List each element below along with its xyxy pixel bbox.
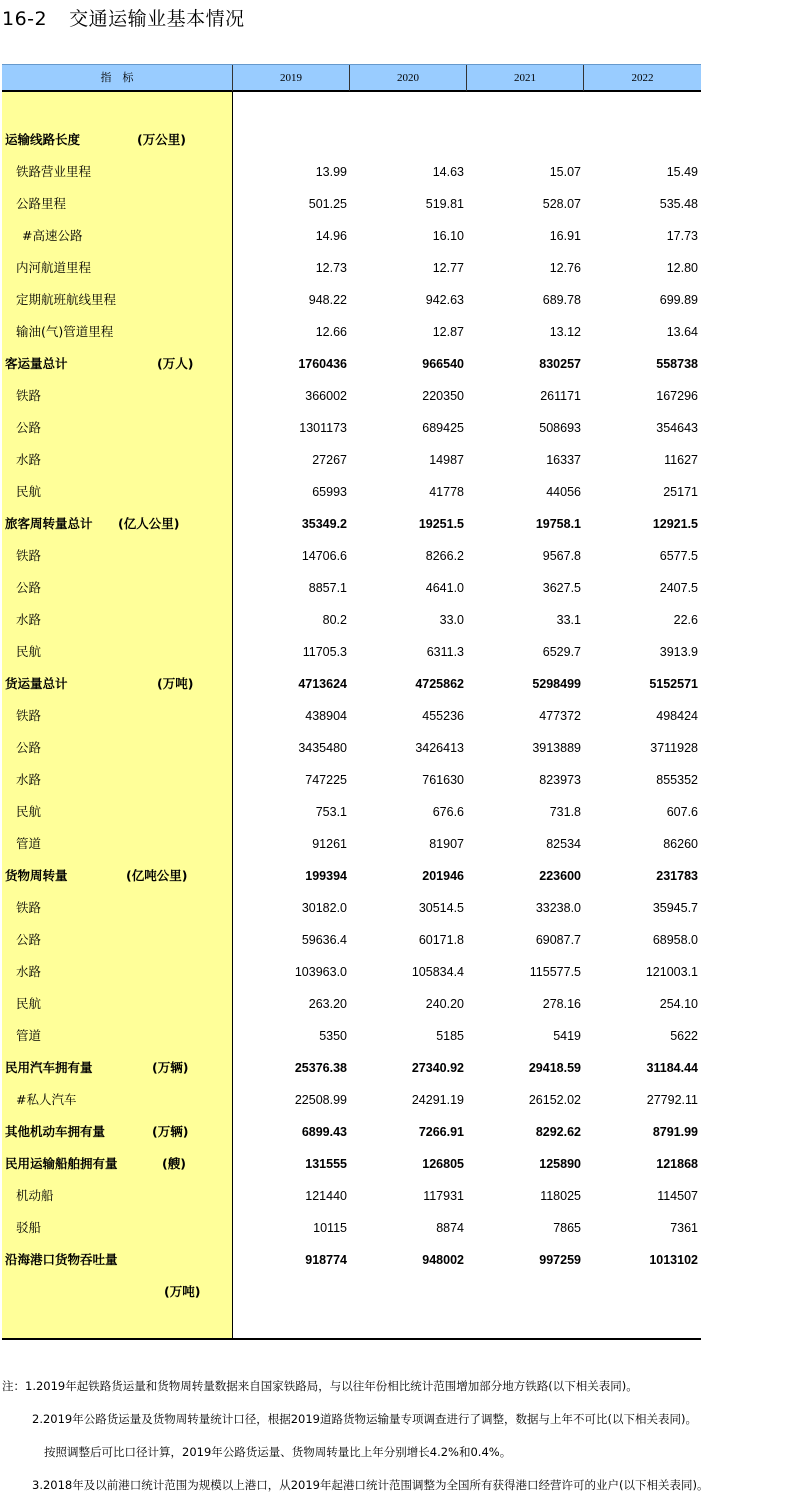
row-label: 铁路 xyxy=(16,388,42,403)
row-label: 公路 xyxy=(16,932,42,947)
cell-value: 3627.5 xyxy=(542,581,581,595)
cell-value: 366002 xyxy=(305,389,347,403)
cell-value: 535.48 xyxy=(659,197,698,211)
table-row xyxy=(2,1084,701,1116)
cell-value: 82534 xyxy=(546,837,581,851)
row-label: 管道 xyxy=(16,1028,42,1043)
table-row xyxy=(2,284,701,316)
cell-value: 8874 xyxy=(436,1221,464,1235)
cell-value xyxy=(588,124,698,156)
table-row xyxy=(2,1052,701,1084)
row-label: 定期航班航线里程 xyxy=(16,292,117,307)
row-label: 民用汽车拥有量 xyxy=(5,1060,93,1075)
cell-value: 118025 xyxy=(540,1189,581,1203)
cell-value: 125890 xyxy=(539,1157,581,1171)
table-row xyxy=(2,348,701,380)
table-header xyxy=(2,64,701,92)
cell-value: 240.20 xyxy=(425,997,464,1011)
cell-value: 263.20 xyxy=(308,997,347,1011)
cell-value: 80.2 xyxy=(322,613,347,627)
table-row xyxy=(2,860,701,892)
table-row xyxy=(2,796,701,828)
cell-value: 6899.43 xyxy=(301,1125,347,1139)
cell-value: 11627 xyxy=(664,453,698,467)
cell-value: 13.12 xyxy=(549,325,581,339)
row-label: 铁路 xyxy=(16,548,42,563)
cell-value: 81907 xyxy=(429,837,464,851)
cell-value: 167296 xyxy=(656,389,698,403)
cell-value: 5622 xyxy=(670,1029,698,1043)
row-label: 机动船 xyxy=(16,1188,54,1203)
cell-value: 3711928 xyxy=(650,741,698,755)
cell-value: 5298499 xyxy=(532,677,581,691)
cell-value: 126805 xyxy=(422,1157,464,1171)
cell-value: 6529.7 xyxy=(542,645,581,659)
row-unit: (艘) xyxy=(162,1156,186,1171)
cell-value xyxy=(354,124,464,156)
table-row xyxy=(2,1116,701,1148)
table-row xyxy=(2,316,701,348)
cell-value: 121868 xyxy=(656,1157,698,1171)
cell-value xyxy=(354,1276,464,1308)
cell-value: 278.16 xyxy=(542,997,581,1011)
cell-value: 689425 xyxy=(422,421,464,435)
cell-value: 918774 xyxy=(305,1253,347,1267)
cell-value: 19758.1 xyxy=(535,517,581,531)
cell-value: 6577.5 xyxy=(659,549,698,563)
cell-value: 1301173 xyxy=(299,421,347,435)
cell-value: 830257 xyxy=(539,357,581,371)
cell-value: 33.1 xyxy=(556,613,581,627)
cell-value: 30182.0 xyxy=(301,901,347,915)
cell-value: 22.6 xyxy=(673,613,698,627)
header-year: 2019 xyxy=(280,72,302,84)
cell-value: 8857.1 xyxy=(308,581,347,595)
table-title: 交通运输业基本情况 xyxy=(69,8,245,30)
row-label: 公路 xyxy=(16,740,42,755)
cell-value: 438904 xyxy=(305,709,347,723)
cell-value: 1013102 xyxy=(649,1253,698,1267)
cell-value: 8791.99 xyxy=(652,1125,698,1139)
cell-value: 29418.59 xyxy=(528,1061,581,1075)
cell-value: 86260 xyxy=(663,837,698,851)
table-row xyxy=(2,1276,701,1308)
cell-value: 115577.5 xyxy=(529,965,581,979)
cell-value: 17.73 xyxy=(666,229,698,243)
cell-value: 69087.7 xyxy=(535,933,581,947)
row-label: 铁路 xyxy=(16,900,42,915)
cell-value: 12.87 xyxy=(432,325,464,339)
table-number: 16-2 xyxy=(2,8,48,30)
cell-value: 699.89 xyxy=(659,293,698,307)
cell-value: 14.96 xyxy=(315,229,347,243)
row-label: 民航 xyxy=(16,484,42,499)
cell-value: 14987 xyxy=(429,453,464,467)
cell-value: 26152.02 xyxy=(528,1093,581,1107)
cell-value: 223600 xyxy=(539,869,581,883)
cell-value: 4713624 xyxy=(298,677,347,691)
cell-value: 65993 xyxy=(312,485,347,499)
table-row xyxy=(2,924,701,956)
cell-value: 27340.92 xyxy=(411,1061,464,1075)
cell-value xyxy=(588,1276,698,1308)
row-label: 公路 xyxy=(16,420,42,435)
row-label: 管道 xyxy=(16,836,42,851)
cell-value: 25171 xyxy=(663,485,698,499)
cell-value: 7361 xyxy=(670,1221,698,1235)
row-label: 水路 xyxy=(16,452,42,467)
cell-value: 231783 xyxy=(656,869,698,883)
footnote: 2.2019年公路货运量及货物周转量统计口径，根据2019道路货物运输量专项调查进行了调整，数据与上年不可比(以下相关表同)。 xyxy=(32,1412,697,1426)
cell-value: 8266.2 xyxy=(425,549,464,563)
cell-value: 199394 xyxy=(305,869,347,883)
row-label: 水路 xyxy=(16,964,42,979)
cell-value: 855352 xyxy=(656,773,698,787)
cell-value: 117931 xyxy=(423,1189,464,1203)
cell-value: 24291.19 xyxy=(411,1093,464,1107)
table-row xyxy=(2,1020,701,1052)
cell-value: 501.25 xyxy=(308,197,347,211)
cell-value: 15.07 xyxy=(549,165,581,179)
row-label: 沿海港口货物吞吐量 xyxy=(5,1252,118,1267)
cell-value: 519.81 xyxy=(425,197,464,211)
cell-value: 731.8 xyxy=(549,805,581,819)
cell-value: 14.63 xyxy=(432,165,464,179)
cell-value: 508693 xyxy=(539,421,581,435)
cell-value: 753.1 xyxy=(315,805,347,819)
table-row xyxy=(2,252,701,284)
cell-value: 14706.6 xyxy=(301,549,347,563)
cell-value: 948.22 xyxy=(308,293,347,307)
cell-value: 676.6 xyxy=(432,805,464,819)
cell-value: 30514.5 xyxy=(418,901,464,915)
row-label: 货运量总计 xyxy=(5,676,68,691)
row-label: 公路 xyxy=(16,580,42,595)
row-label: #高速公路 xyxy=(22,228,83,243)
cell-value: 498424 xyxy=(656,709,698,723)
header-year: 2021 xyxy=(514,72,536,84)
table-row xyxy=(2,412,701,444)
cell-value: 19251.5 xyxy=(418,517,464,531)
cell-value: 5350 xyxy=(319,1029,347,1043)
cell-value: 558738 xyxy=(656,357,698,371)
table-row xyxy=(2,604,701,636)
table-row xyxy=(2,1212,701,1244)
cell-value: 6311.3 xyxy=(426,645,464,659)
cell-value: 16.10 xyxy=(432,229,464,243)
row-label: 水路 xyxy=(16,612,42,627)
cell-value: 354643 xyxy=(656,421,698,435)
footnote: 按照调整后可比口径计算，2019年公路货运量、货物周转量比上年分别增长4.2%和0.4%。 xyxy=(44,1445,512,1459)
cell-value: 254.10 xyxy=(659,997,698,1011)
row-label: 其他机动车拥有量 xyxy=(5,1124,106,1139)
cell-value: 60171.8 xyxy=(418,933,464,947)
row-label: 货物周转量 xyxy=(5,868,68,883)
cell-value xyxy=(237,1276,347,1308)
cell-value: 2407.5 xyxy=(659,581,698,595)
cell-value: 12.80 xyxy=(666,261,698,275)
cell-value: 12.66 xyxy=(315,325,347,339)
cell-value: 68958.0 xyxy=(652,933,698,947)
cell-value: 201946 xyxy=(422,869,464,883)
table-bottom-border xyxy=(2,1338,701,1340)
cell-value: 16.91 xyxy=(549,229,581,243)
table-row xyxy=(2,988,701,1020)
table-row xyxy=(2,1148,701,1180)
table-row xyxy=(2,828,701,860)
row-label: 驳船 xyxy=(16,1220,42,1235)
row-label: 运输线路长度 xyxy=(5,132,81,147)
table-row xyxy=(2,124,701,156)
table-row xyxy=(2,540,701,572)
table-row xyxy=(2,956,701,988)
row-label: 内河航道里程 xyxy=(16,260,92,275)
cell-value: 3426413 xyxy=(415,741,464,755)
data-table xyxy=(2,64,701,1340)
cell-value: 103963.0 xyxy=(294,965,347,979)
table-row xyxy=(2,668,701,700)
cell-value: 12.77 xyxy=(432,261,464,275)
cell-value: 997259 xyxy=(539,1253,581,1267)
table-row xyxy=(2,508,701,540)
cell-value: 31184.44 xyxy=(646,1061,698,1075)
header-year: 2022 xyxy=(631,72,654,84)
table-row xyxy=(2,732,701,764)
cell-value: 44056 xyxy=(546,485,581,499)
header-indicator: 指 标 xyxy=(100,72,134,84)
cell-value: 4725862 xyxy=(415,677,464,691)
cell-value: 105834.4 xyxy=(411,965,464,979)
cell-value: 13.64 xyxy=(666,325,698,339)
cell-value: 91261 xyxy=(312,837,347,851)
cell-value: 15.49 xyxy=(666,165,698,179)
cell-value: 35945.7 xyxy=(652,901,698,915)
cell-value: 131555 xyxy=(305,1157,347,1171)
cell-value xyxy=(237,124,347,156)
footnote: 注：1.2019年起铁路货运量和货物周转量数据来自国家铁路局，与以往年份相比统计范围增加部分地方铁路(以下相关表同)。 xyxy=(2,1379,638,1393)
cell-value: 3913889 xyxy=(532,741,581,755)
cell-value: 3913.9 xyxy=(659,645,698,659)
row-unit: (万人) xyxy=(157,356,194,371)
row-unit: (万吨) xyxy=(157,676,194,691)
table-row xyxy=(2,444,701,476)
row-label: 铁路营业里程 xyxy=(16,164,92,179)
table-row xyxy=(2,156,701,188)
cell-value: 5185 xyxy=(436,1029,464,1043)
table-row xyxy=(2,1180,701,1212)
cell-value: 59636.4 xyxy=(301,933,347,947)
footnote: 3.2018年及以前港口统计范围为规模以上港口，从2019年起港口统计范围调整为全国所有获得港口经营许可的业户(以下相关表同)。 xyxy=(32,1478,709,1492)
cell-value: 35349.2 xyxy=(301,517,347,531)
row-label: 水路 xyxy=(16,772,42,787)
cell-value: 13.99 xyxy=(315,165,347,179)
table-row xyxy=(2,572,701,604)
cell-value: 477372 xyxy=(539,709,581,723)
cell-value: 41778 xyxy=(429,485,464,499)
cell-value: 823973 xyxy=(539,773,581,787)
row-label: 铁路 xyxy=(16,708,42,723)
table-row xyxy=(2,476,701,508)
table-row xyxy=(2,220,701,252)
row-label: 民航 xyxy=(16,804,42,819)
table-row xyxy=(2,380,701,412)
row-label: 客运量总计 xyxy=(5,356,68,371)
cell-value: 12.73 xyxy=(315,261,347,275)
cell-value: 121440 xyxy=(305,1189,347,1203)
row-label: 民航 xyxy=(16,996,42,1011)
cell-value: 455236 xyxy=(422,709,464,723)
cell-value: 4641.0 xyxy=(425,581,464,595)
row-unit: (万公里) xyxy=(137,132,186,147)
cell-value xyxy=(471,1276,581,1308)
table-row xyxy=(2,764,701,796)
cell-value: 5152571 xyxy=(649,677,698,691)
cell-value: 9567.8 xyxy=(542,549,581,563)
cell-value: 607.6 xyxy=(666,805,698,819)
cell-value: 5419 xyxy=(553,1029,581,1043)
cell-value: 10115 xyxy=(313,1221,347,1235)
cell-value: 689.78 xyxy=(542,293,581,307)
row-label: 公路里程 xyxy=(16,196,67,211)
cell-value: 761630 xyxy=(422,773,464,787)
row-label: #私人汽车 xyxy=(16,1092,77,1107)
row-label: 民用运输船舶拥有量 xyxy=(5,1156,118,1171)
cell-value: 27792.11 xyxy=(646,1093,698,1107)
cell-value: 948002 xyxy=(422,1253,464,1267)
cell-value: 966540 xyxy=(422,357,464,371)
cell-value: 121003.1 xyxy=(645,965,698,979)
cell-value: 27267 xyxy=(312,453,347,467)
cell-value: 12921.5 xyxy=(652,517,698,531)
row-label: 民航 xyxy=(16,644,42,659)
cell-value: 220350 xyxy=(422,389,464,403)
cell-value: 8292.62 xyxy=(535,1125,581,1139)
cell-value: 22508.99 xyxy=(294,1093,347,1107)
table-row xyxy=(2,700,701,732)
cell-value: 261171 xyxy=(540,389,581,403)
cell-value: 747225 xyxy=(305,773,347,787)
cell-value: 7266.91 xyxy=(418,1125,464,1139)
row-unit: (亿人公里) xyxy=(118,516,180,531)
cell-value: 7865 xyxy=(553,1221,581,1235)
cell-value: 16337 xyxy=(546,453,581,467)
cell-value: 114507 xyxy=(657,1189,698,1203)
table-row xyxy=(2,1244,701,1276)
row-unit: (万辆) xyxy=(152,1060,189,1075)
cell-value: 33238.0 xyxy=(535,901,581,915)
row-label: 旅客周转量总计 xyxy=(5,516,93,531)
cell-value: 3435480 xyxy=(298,741,347,755)
row-unit: (亿吨公里) xyxy=(126,868,188,883)
page-title xyxy=(2,4,245,31)
cell-value: 528.07 xyxy=(542,197,581,211)
table-row xyxy=(2,636,701,668)
cell-value: 1760436 xyxy=(298,357,347,371)
cell-value: 11705.3 xyxy=(302,645,347,659)
cell-value: 33.0 xyxy=(439,613,464,627)
row-unit: (万吨) xyxy=(164,1284,201,1299)
cell-value xyxy=(471,124,581,156)
row-unit: (万辆) xyxy=(152,1124,189,1139)
cell-value: 25376.38 xyxy=(294,1061,347,1075)
table-row xyxy=(2,892,701,924)
table-row xyxy=(2,188,701,220)
cell-value: 942.63 xyxy=(425,293,464,307)
row-label: 输油(气)管道里程 xyxy=(16,324,114,339)
cell-value: 12.76 xyxy=(549,261,581,275)
header-year: 2020 xyxy=(397,72,419,84)
